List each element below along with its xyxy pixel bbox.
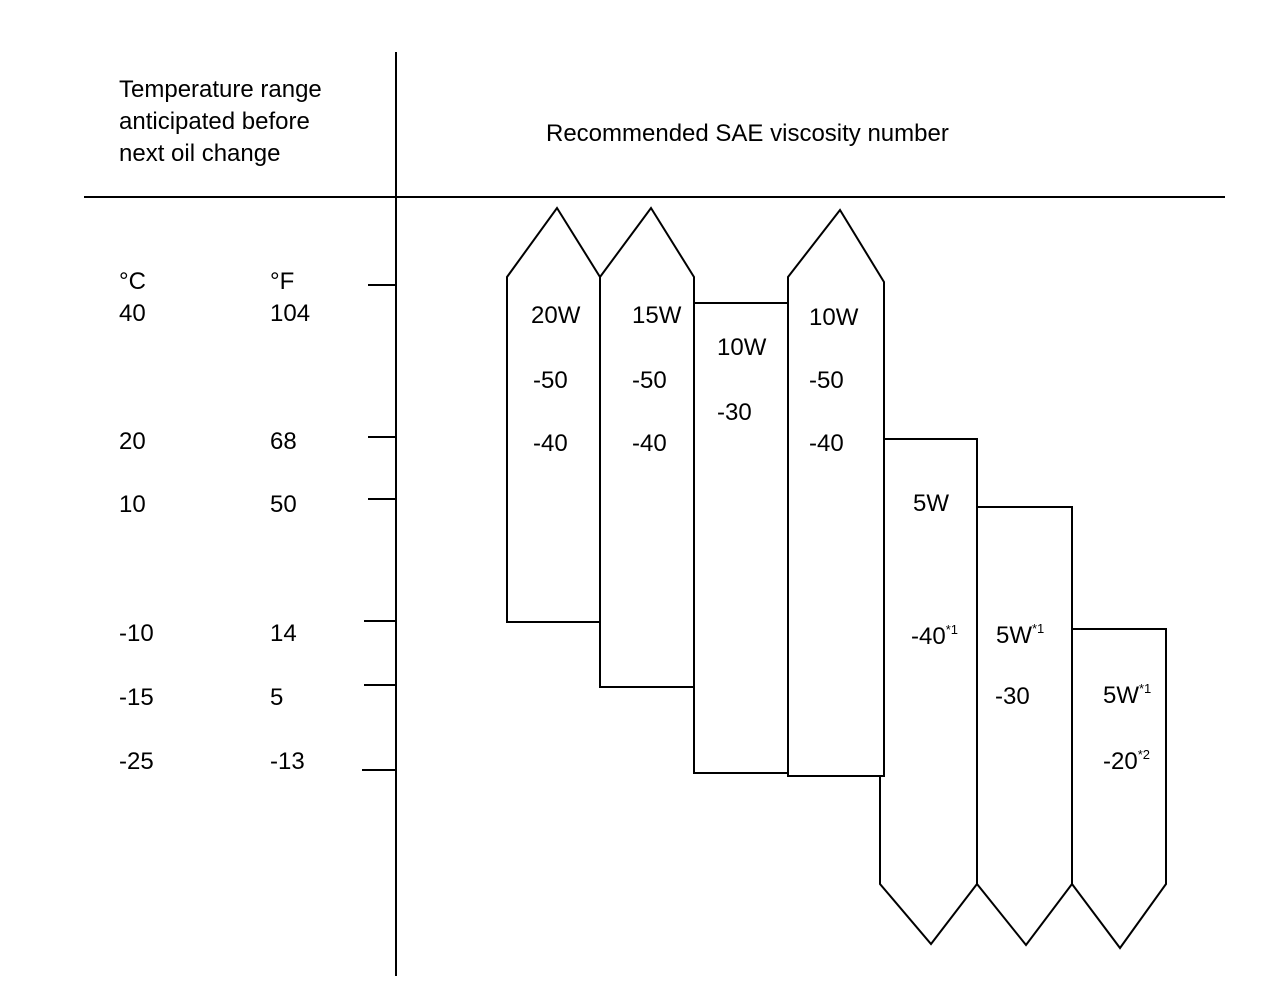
grade-20w-arrow [507,208,600,622]
grade-5w20-footnote2: *2 [1137,747,1150,762]
grade-10w-label: 10W [809,304,859,331]
temperature-header-line-1: Temperature range [119,76,322,103]
grade-15w-label: 15W [632,302,682,329]
grade-20w-40: -40 [533,430,568,457]
grade-10w-40: -40 [809,430,844,457]
temp-f-104: 104 [270,300,311,327]
temp-f-5: 5 [270,684,284,711]
grade-5w30-30: -30 [995,683,1030,710]
grade-5w20-20 [1103,746,1150,781]
grade-5w20-arrow [1072,629,1166,948]
grade-5w20-20-value: -20 [1103,748,1138,775]
fahrenheit-unit-label: °F [270,268,295,295]
grade-20w-label: 20W [531,302,581,329]
grade-20w-50: -50 [533,367,568,394]
temp-c-minus25: -25 [119,748,154,775]
temperature-header-line-3: next oil change [119,140,281,167]
grade-10w-50: -50 [809,367,844,394]
temp-c-10: 10 [119,491,146,518]
grade-10w30-bar [694,303,788,773]
grade-10w30-label: 10W [717,334,767,361]
viscosity-header: Recommended SAE viscosity number [546,120,949,147]
temp-f-50: 50 [270,491,297,518]
grade-10w30-30: -30 [717,399,752,426]
temp-f-minus13: -13 [270,748,305,775]
grade-5w40-footnote: *1 [945,622,958,637]
grade-5w30-footnote: *1 [1032,621,1045,636]
grade-5w30-arrow [977,507,1072,945]
celsius-unit-label: °C [119,268,146,295]
grade-5w20-label-value: 5W [1103,682,1139,709]
grade-5w30-label [996,620,1044,655]
temp-c-minus15: -15 [119,684,154,711]
temp-c-20: 20 [119,428,146,455]
temp-f-68: 68 [270,428,297,455]
grade-15w-50: -50 [632,367,667,394]
grade-5w40-40 [911,621,958,656]
temperature-header-line-2: anticipated before [119,108,310,135]
grade-5w30-label-value: 5W [996,622,1032,649]
grade-15w-40: -40 [632,430,667,457]
temp-f-14: 14 [270,620,297,647]
grade-10w-arrow [788,210,884,776]
grade-5w40-40-value: -40 [911,623,946,650]
grade-5w20-label [1103,680,1151,715]
temp-c-40: 40 [119,300,146,327]
grade-5w40-label: 5W [913,490,949,517]
grade-5w20-footnote: *1 [1139,681,1152,696]
temp-c-minus10: -10 [119,620,154,647]
